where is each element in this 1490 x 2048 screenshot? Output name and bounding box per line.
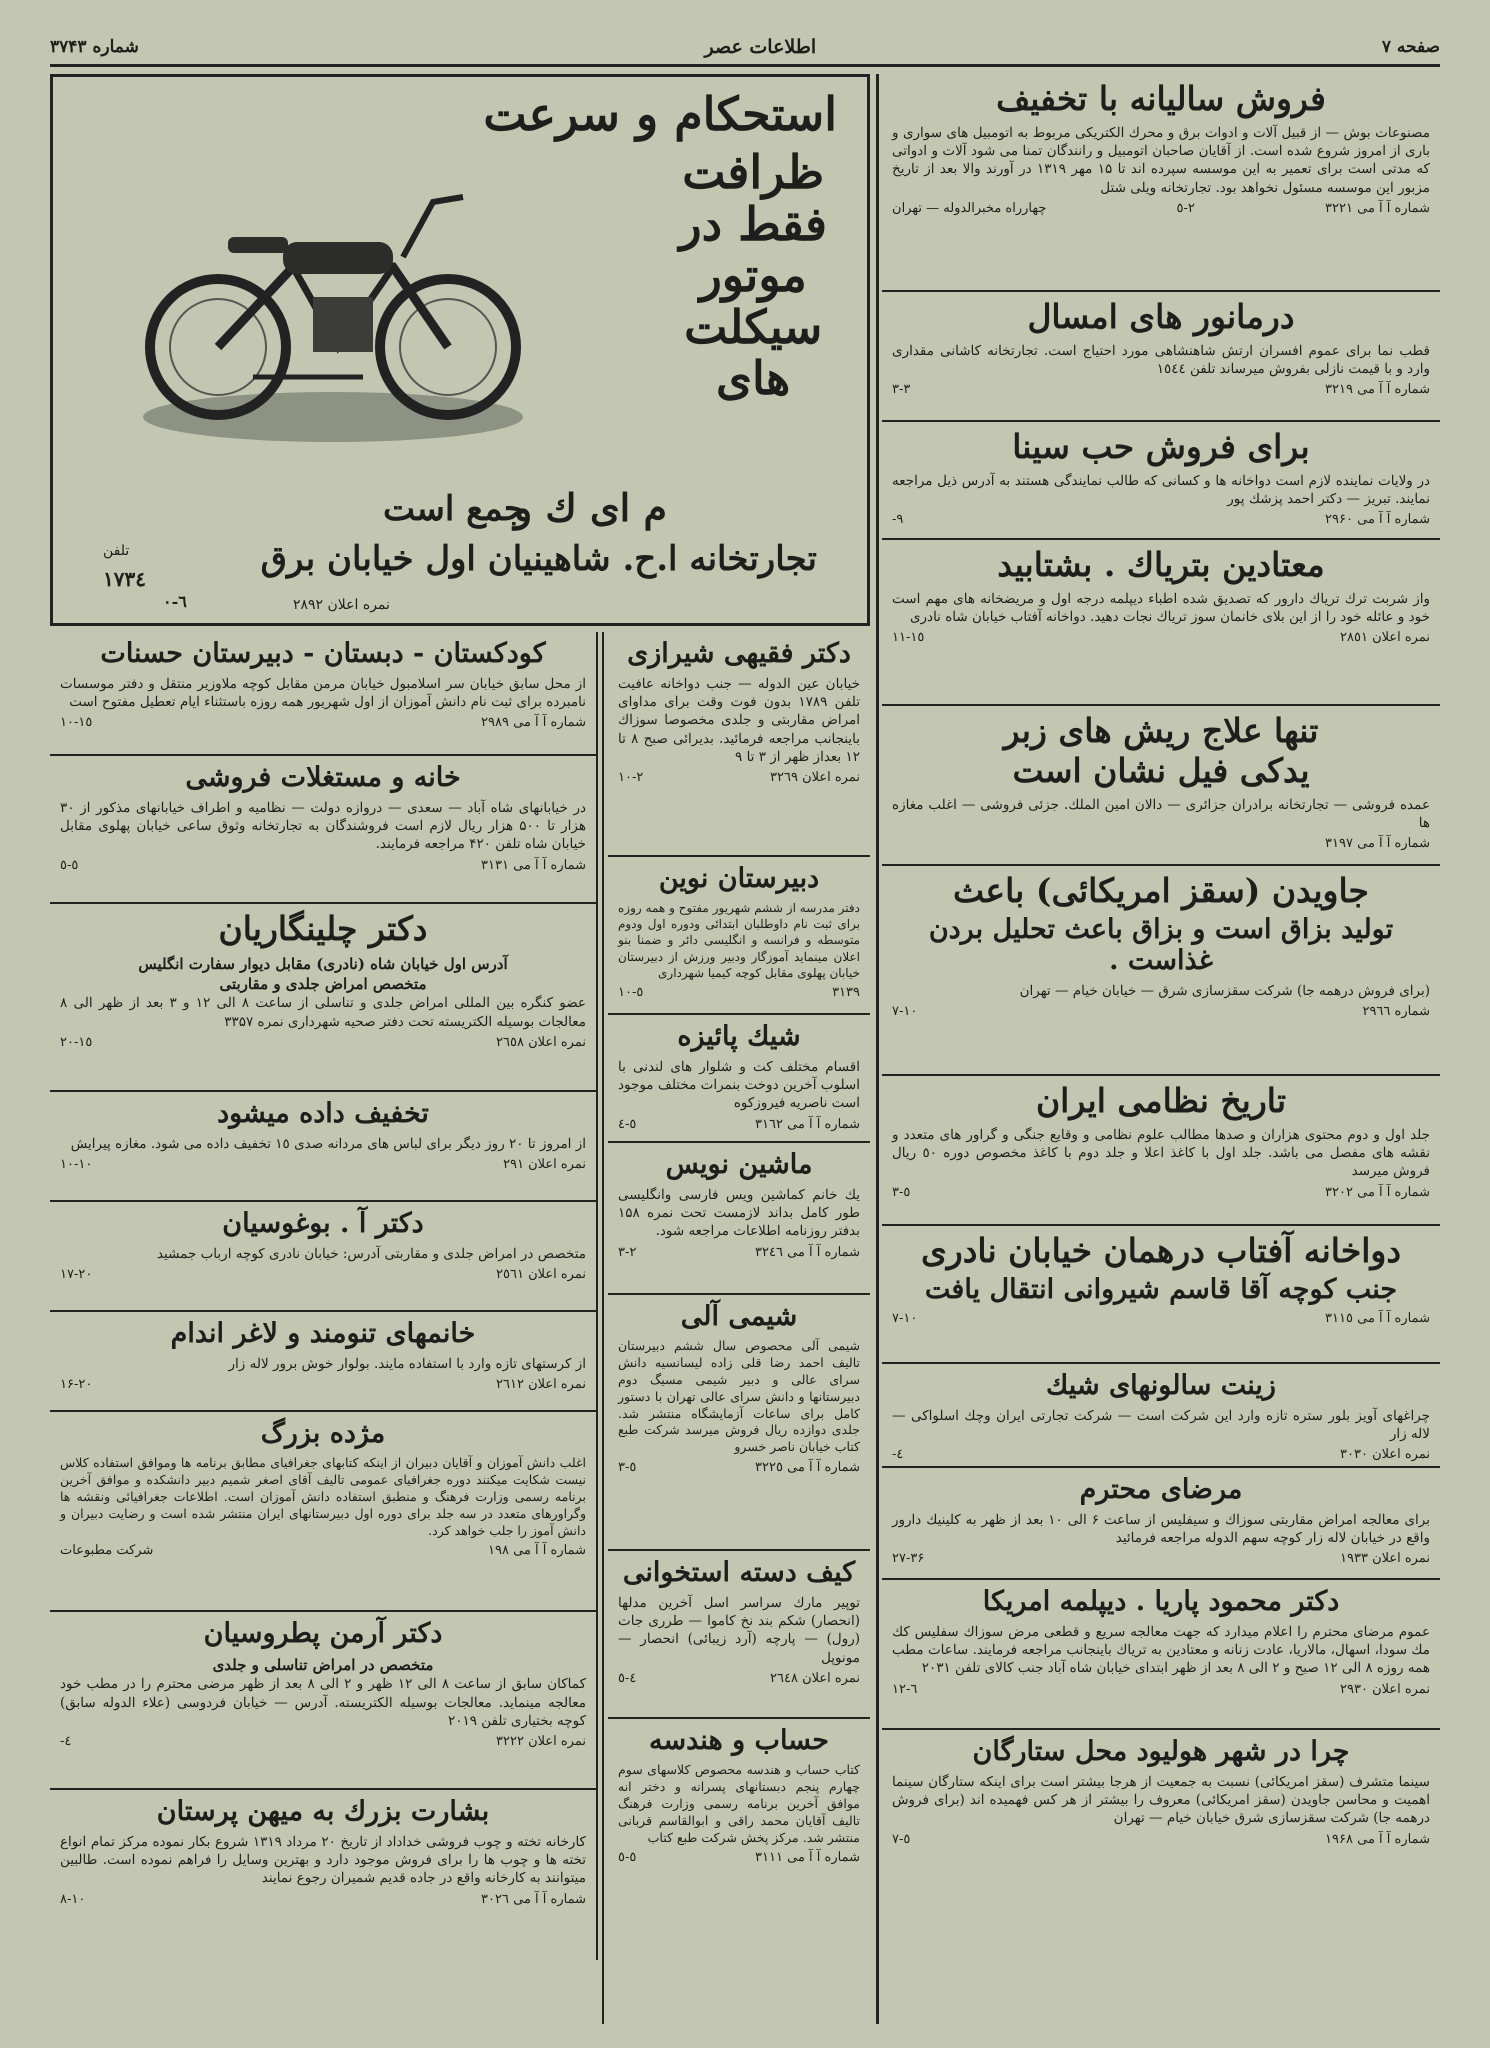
ad-ref: نمره اعلان ۲٦٤۸: [770, 1670, 860, 1686]
ad-code: ۱۰-۱٥: [60, 715, 93, 731]
ad-specialty: متخصص امراض جلدی و مقاربتی: [219, 975, 427, 994]
ad-title: دکتر آرمن پطروسیان: [203, 1618, 443, 1649]
ad-body: اقسام مختلف کت و شلوار های لندنی با اسلوب آخرین دوخت بنمرات مختلف موجود است ناصریه فیروزکوه: [618, 1059, 860, 1112]
ad-code: ٢-٥: [1176, 200, 1195, 216]
ad-code: ۷-۱۰: [892, 1004, 918, 1020]
ad-compass: [882, 292, 1440, 422]
ad-title: دبیرستان نوین: [658, 863, 820, 894]
ad-body: توپیر مارك سراسر اسل آخرین مدلها (انحصار) شکم بند نخ کاموا — طرری جات (رول) — پارچه (آرد زیبائی) انحصار — مونوپل: [618, 1595, 860, 1666]
ad-body: عضو کنگره بین المللی امراض جلدی و تناسلی از ساعت ۸ الی ۱۲ و ۳ بعد از ظهر الی ۸ معالجات بوسیله الکتریسته تحت دفتر صحیه شهرداری نمره ۳۳۵۷: [60, 995, 586, 1030]
ad-title: ماشین نویس: [665, 1149, 813, 1180]
ad-hasanat-school: [50, 632, 596, 756]
moto-tel-label: تلفن: [103, 543, 130, 559]
ad-bone-handle-bag: [608, 1551, 870, 1719]
ad-ref: شماره آ آ می ۳۰۲٦: [481, 1891, 586, 1907]
moto-title: استحکام و سرعت: [483, 87, 837, 141]
ad-ref: شماره آ آ می ۳۲۱۹: [1325, 382, 1430, 398]
ad-hollywood: [882, 1730, 1440, 1870]
ad-sina-pill: [882, 422, 1440, 540]
ad-novin-school: [608, 857, 870, 1015]
ad-title: زینت سالونهای شیك: [1046, 1370, 1276, 1401]
ad-dr-paria: [882, 1580, 1440, 1730]
ad-ref: شماره آ آ می ۳۲۲۱: [1325, 200, 1430, 216]
ad-autumn-fashion: [608, 1015, 870, 1143]
ad-code: ۱۱-۱٥: [892, 630, 925, 646]
ad-code: ٥-٣: [892, 1184, 911, 1200]
ad-body: در ولایات نماینده لازم است دواخانه ها و کسانی که طالب نمایندگی هستند به آدرس ذیل مراجعه نمایند. تبریز — دکتر احمد پزشك پور: [892, 472, 1430, 508]
ad-body: سینما متشرف (سقز امریکائی) نسبت به جمعیت از هرجا بیشتر است برای اینکه ستارگان سینما اهمیت و محاسن جاویدن (سقز امریکائی) معروف را بیشتر از هر کس فهمیده اند (برای فروش درهمه جا) شرکت سقزسازی شرق خیابان خیام — تهران: [892, 1774, 1430, 1827]
ad-code: ٦-١٢: [892, 1681, 918, 1697]
ad-body: کارخانه تخته و چوب فروشی خداداد از تاریخ ۲۰ مرداد ۱۳۱۹ شروع بکار نموده مرکز تمام انواع تخته ها و چوب ها را برای فروش موجود دارد و بهترین وسایل را فراهم نموده است. طالبین میتوانند به کارخانه واقع در جاده قدیم شمیران رجوع نمایند: [60, 1834, 586, 1887]
ad-body: قطب نما برای عموم افسران ارتش شاهنشاهی مورد احتیاج است. تجارتخانه کاشانی مقداری وارد و با قیمت نازلی بفروش میرساند تلفن ۱٥٤٤: [892, 342, 1430, 378]
ad-code: ۱۰-۱۰: [60, 1157, 93, 1173]
ad-body: چراغهای آویز بلور ستره تازه وارد این شرکت است — شرکت تجارتی ایران وچك اسلواکی — لاله زار: [892, 1408, 1430, 1443]
ad-real-estate: [50, 756, 596, 904]
ad-title: دکتر آ . بوغوسیان: [222, 1208, 424, 1239]
ad-body: خیابان عین الدوله — جنب دواخانه عافیت تلفن ۱۷۸۹ بدون فوت وقت برای مداوای امراض مقاربتی و جلدی مخصوصا سوزاك باینجانب مراجعه فرمائید. بدیرائی صبح ۸ تا ۱۲ بعداز ظهر از ۳ تا ۹: [618, 676, 861, 765]
ad-code: ٥-٥: [618, 1850, 637, 1866]
ad-code: ٥-٣: [618, 1460, 637, 1476]
ad-aftab-pharmacy: [882, 1226, 1440, 1364]
ad-title: تنها علاج ریش های زبر: [1003, 711, 1319, 750]
ad-code: ۱۶-۲۰: [60, 1377, 93, 1393]
ad-ref: شماره آ آ می ۳۱۱۱: [755, 1850, 860, 1866]
ad-body: دفتر مدرسه از ششم شهریور مفتوح و همه روزه برای ثبت نام داوطلبان ابتدائی ودوره اول ودوم متوسطه و فرانسه و انگلیسی دائر و ضمنا بنو اعلان مینماید آموزگار ودبیر ورزش از دبیرستان خیابان پهلوی مقابل کوچه کیمیا شهرداری: [618, 901, 860, 980]
ad-ref: نمره اعلان ۲٦٥۸: [496, 1034, 586, 1050]
ad-dr-chelingarian: [50, 904, 596, 1092]
motorcycle-illustration: [133, 147, 533, 447]
ad-ref: نمره اعلان ۳۲٦٩: [770, 770, 860, 786]
ad-ref: نمره اعلان ۳۲۲۲: [496, 1733, 586, 1749]
ad-code: ٥-۱۰: [618, 984, 644, 1000]
ad-title: چرا در شهر هولیود محل ستارگان: [972, 1736, 1350, 1767]
ad-title: خانمهای تنومند و لاغر اندام: [170, 1318, 476, 1349]
ad-body: از کرستهای تازه وارد با استفاده مایند. بولوار خوش برور لاله زار: [228, 1356, 586, 1373]
ad-subtitle: آدرس اول خیابان شاه (نادری) مقابل دیوار سفارت انگلیس: [138, 954, 508, 973]
ad-title: دکتر فقیهی شیرازی: [627, 638, 851, 669]
moto-brand: م ای ك و: [513, 485, 667, 530]
ad-corsets: [50, 1312, 596, 1412]
ad-subtitle: تولید بزاق است و بزاق باعث تحلیل بردن غذاست .: [928, 913, 1394, 976]
ad-title: کیف دسته استخوانی: [622, 1557, 856, 1588]
ad-body: کماکان سابق از ساعت ۸ الی ۱۲ ظهر و ۲ الی ۸ بعد از ظهر مرضی محترم را در مطب خود معالجه مینماید. معالجات بوسیله الکتریسته. آدرس — خیابان فردوسی (علاء الدوله سابق) کوچه بختیاری تلفن ۲۰۱۹: [60, 1676, 586, 1729]
ad-razor: [882, 706, 1440, 866]
ad-body: از محل سابق خیابان سر اسلامبول خیابان مرمن مقابل کوچه ملاوزیر منتقل و دفتر موسسات نامبرده برای ثبت نام دانش آموزان از اول شهریور همه روزه باستثناء ایام تعطیل مفتوح است: [60, 676, 586, 711]
ad-geography-book: [50, 1412, 596, 1612]
moto-collected: جمع است: [383, 489, 525, 529]
ad-typist: [608, 1143, 870, 1295]
ad-dr-boghosian: [50, 1202, 596, 1312]
moto-line: ظرافت: [682, 145, 825, 199]
ad-body: برای معالجه امراض مقاربتی سوزاك و سیفلیس از ساعت ۶ الی ۱۰ بعد از ظهر به کلینیك دارور واقع در خیابان لاله زار کوچه سهم الدوله مراجعه فرمائید: [892, 1512, 1430, 1547]
ad-title: برای فروش حب سینا: [1012, 427, 1310, 466]
ad-body: شیمی آلی محصوص سال ششم دبیرستان تالیف احمد رضا قلی زاده لیسانسیه دانش سرای عالی و دبیر شیمی مسیگ دوم دبیرستانها و دانش سرای عالی تهران با دستور کامل برای ساعات آزمایشگاه منتشر شد. جلدی دوازده ریال فروش میرسد شرکت طبع کتاب خیابان ناصر خسرو: [618, 1338, 860, 1455]
ad-ref: شماره آ آ می ۳۲۰۲: [1325, 1184, 1430, 1200]
ad-title: دکتر چلینگاریان: [218, 909, 428, 948]
ad-organic-chemistry: [608, 1295, 870, 1551]
ad-code: ٢-١٠: [618, 770, 644, 786]
moto-lines: [679, 147, 827, 405]
ad-bosch-sale: [882, 74, 1440, 292]
ad-ref: نمره اعلان ۲۹۳۰: [1340, 1681, 1430, 1697]
ad-lumber-factory: [50, 1790, 596, 1960]
ad-ref: شماره آ آ می ۳۱٦۲: [755, 1116, 860, 1132]
column-divider: [876, 74, 879, 2024]
moto-line: موتور: [699, 248, 807, 303]
ad-address: چهارراه مخبرالدوله — تهران: [892, 200, 1047, 216]
moto-line: های: [716, 351, 791, 406]
ad-title: دواخانه آفتاب درهمان خیابان نادری: [920, 1231, 1402, 1270]
ad-chewing-gum: [882, 866, 1440, 1076]
ad-ref: نمره اعلان ۱۹۳۳: [1340, 1551, 1430, 1567]
ad-title: کودکستان - دبستان - دبیرستان حسنات: [100, 638, 546, 669]
page-number: صفحه ۷: [1381, 37, 1440, 57]
paper-name: اطلاعات عصر: [704, 36, 817, 58]
moto-shop: تجارتخانه ا.ح. شاهینیان اول خیابان برق: [260, 539, 817, 579]
ad-code: ٥-٥: [60, 857, 79, 873]
ad-body: واز شربت ترك تریاك دارور که تصدیق شده اطباء دیپلمه درجه اول و مریضخانه های مهم است خود و عائله خود را از این بلای خانمان سوز تریاك نجات دهید. دواخانه آفتاب خیابان شاه نادری: [892, 590, 1430, 626]
ad-title: بشارت بزرك به میهن پرستان: [156, 1796, 490, 1827]
ad-ref: نمره اعلان ۲٦۱۲: [496, 1377, 586, 1393]
ad-ref: شماره آ آ می ۳۱۹۷: [1325, 836, 1430, 852]
middle-column: [608, 632, 870, 1901]
ad-title: فروش سالیانه با تخفیف: [996, 79, 1326, 118]
ad-title: جاویدن (سقز امریکائی) باعث: [953, 871, 1369, 910]
ad-title: حساب و هندسه: [649, 1725, 829, 1756]
column-divider: [602, 632, 604, 2024]
ad-body: از امروز تا ۲۰ روز دیگر برای لباس های مردانه صدی ۱٥ تخفیف داده می شود. مغازه پیرایش: [70, 1136, 586, 1153]
ad-subtitle: یدکی فیل نشان است: [1012, 750, 1310, 790]
ad-body: کتاب حساب و هندسه محصوص کلاسهای سوم چهارم پنجم دبستانهای پسرانه و دختر انه موافق آخرین برنامه رسمی وزارت فرهنگ تالیف آقایان محمد راقی و ابوالقاسم قربانی منتشر شد. مرکز پخش شرکت طبع کتاب: [618, 1762, 860, 1845]
ad-ref: نمره اعلان ۲٥٦۱: [496, 1267, 586, 1283]
ad-code: ٤-: [892, 1447, 904, 1463]
ad-ref: شماره آ آ می ۳۱۱٥: [1325, 1310, 1430, 1326]
motorcycle-ad: [50, 74, 870, 626]
ad-military-history: [882, 1076, 1440, 1226]
ad-body: (برای فروش درهمه جا) شرکت سقزسازی شرق — خیابان خیام — تهران: [1019, 983, 1430, 1000]
ad-dr-petrosian: [50, 1612, 596, 1790]
ad-code: ٥-۷: [892, 1831, 911, 1847]
ad-title: معتادین بتریاك . بشتابید: [997, 545, 1325, 584]
ad-title: خانه و مستغلات فروشی: [185, 762, 461, 793]
moto-code: ٦-٠: [163, 592, 187, 611]
ad-title: تاریخ نظامی ایران: [1035, 1081, 1287, 1120]
ad-title: شیمی آلی: [680, 1301, 798, 1332]
ad-code: ٢-٣: [618, 1244, 637, 1260]
issue-number: شماره ۳۷۴۳: [50, 37, 139, 57]
newspaper-page: [50, 30, 1440, 2025]
ad-ref: نمره اعلان ۲۸٥۱: [1340, 630, 1430, 646]
ad-chandeliers: [882, 1364, 1440, 1468]
ad-body: مصنوعات بوش — از قبیل آلات و ادوات برق و محرك الکتریکی مربوط به اتومبیل های سواری و باری از امروز شروع شده است. از آقایان صاحبان اتومبیل و رانندگان تمنا می شود آلات و ادواتی که مدتی است برای تعمیر به این موسسه سپرده اند تا ۱۵ مهر ۱۳۱۹ در آورند والا بعد از تاریخ مزبور این موسسه مسئول نخواهد بود. تجارتخانه ویلی شتل: [892, 124, 1430, 196]
ad-body: متخصص در امراض جلدی و مقاربتی آدرس: خیابان نادری کوچه ارباب جمشید: [156, 1246, 586, 1263]
ad-ref: نمره اعلان ۳۰۳۰: [1340, 1447, 1430, 1463]
right-column: [882, 74, 1440, 1870]
left-column: [50, 632, 598, 1960]
ad-subtitle: متخصص در امراض تناسلی و جلدی: [212, 1656, 434, 1675]
page-header: [50, 30, 1440, 67]
ad-ref: شماره آ آ می ۳۲٤٦: [755, 1244, 860, 1260]
ad-body: در خیابانهای شاه آباد — سعدی — دروازه دولت — نظامیه و اطراف خیابانهای مذکور از ۳۰ هزار تا ۵۰۰ هزار ریال لازم است فروشندگان به تجارتخانه وثوق ساعی خیابان پهلوی مقابل خیابان شاه تلفن ۴۲۰ مراجعه فرمایند.: [60, 800, 587, 853]
ad-code: شرکت مطبوعات: [60, 1543, 154, 1559]
ad-body: جلد اول و دوم محتوی هزاران و صدها مطالب علوم نظامی و وقایع جنگی و گراور های متعدد و نقشه های مفصل می باشد. جلد اول با کاغذ اعلا و جلد دوم با کاغذ مخصوص دوره ٥۰ ریال فروش میرسد: [892, 1126, 1430, 1180]
moto-tel: ۱۷۳٤: [103, 567, 146, 591]
ad-code: ٥-٤: [618, 1116, 637, 1132]
ad-ref: شماره آ آ می ۱۹۶۸: [1325, 1831, 1430, 1847]
ad-ref: شماره آ آ می ۲۹۸۹: [481, 715, 586, 731]
ad-arithmetic-geometry: [608, 1719, 870, 1901]
ad-code: ٩-: [892, 512, 904, 528]
ad-code: ۷-۱۰: [892, 1310, 918, 1326]
ad-title: دکتر محمود پاریا . دیپلمه امریکا: [982, 1586, 1340, 1617]
ad-ref: شماره آ آ می ۳۲۲٥: [755, 1460, 860, 1476]
ad-ref: شماره آ آ می ۲۹۶۰: [1325, 512, 1430, 528]
moto-line: فقط در: [679, 196, 827, 251]
ad-ref: شماره آ آ می ۳۱۳۱: [481, 857, 586, 873]
ad-body: اغلب دانش آموزان و آقایان دبیران از اینکه کتابهای جغرافیای مطابق برنامه ها وموافق استفاده کلاس نیست شکایت میکنند دوره جغرافیای عمومی تالیف آقای اصغر شمیم دبیر دانشکده و موافق آخرین برنامه رسمی وزارت فرهنگ و منطبق استفاده دانش آموزان است. اطلاعات جغرافیائی ونقشه ها وگراورهای متعدد در سه جلد برای دوره اول دبیرستانهای ایران منتشر شده است و رضایت دبیران و دانش آموز را جلب خواهد کرد.: [60, 1455, 586, 1538]
ad-subtitle: جنب کوچه آقا قاسم شیروانی انتقال یافت: [924, 1273, 1398, 1305]
ad-code: ۱۷-۲۰: [60, 1267, 93, 1283]
ad-clinic: [882, 1468, 1440, 1580]
moto-line: سیکلت: [684, 299, 823, 354]
ad-body: یك خانم کماشین ویس فارسی وانگلیسی طور کامل بداند لازمست تحت نمره ۱۵۸ بدفتر روزنامه اطلاعات مراجعه شود.: [618, 1187, 860, 1240]
ad-code: ٣-٣: [892, 382, 911, 398]
ad-code: ۱٥-۲۰: [60, 1034, 93, 1050]
ad-title: درمانور های امسال: [1027, 297, 1295, 336]
moto-notice: نمره اعلان ۲۸۹۲: [293, 597, 390, 613]
ad-title: مرضای محترم: [1079, 1474, 1243, 1505]
ad-title: تخفیف داده میشود: [217, 1098, 429, 1129]
ad-code: ۲۷-۳۶: [892, 1551, 925, 1567]
ad-code: ٤-: [60, 1733, 72, 1749]
ad-code: ۸-۱۰: [60, 1891, 86, 1907]
ad-ref: نمره اعلان ۲۹۱: [502, 1157, 586, 1173]
ad-dr-faqihi: [608, 632, 870, 857]
ad-discount: [50, 1092, 596, 1202]
ad-code: ٤-٥: [618, 1670, 637, 1686]
ad-body: عموم مرضای محترم را اعلام میدارد که جهت معالجه سریع و قطعی مرض سوزاك سفلیس کك مك سودا، اسهال، مالاریا، عادت زنانه و معتادین به تریاك باینجانب مراجعه فرمایند. ساعات مطب همه روزه ۸ الی ۱۲ صبح و ۲ الی ۸ بعد از ظهر ابتدای خیابان شاه آباد جنب کالای تلفن ۲۰۳۱: [892, 1624, 1430, 1677]
ad-title: مژده بزرگ: [260, 1418, 386, 1449]
ad-title: شیك پائیزه: [677, 1021, 801, 1052]
ad-opium-cure: [882, 540, 1440, 706]
ad-ref: ۳۱۳۹: [832, 984, 860, 1000]
ad-ref: شماره ۲۹٦٦: [1362, 1004, 1430, 1020]
ad-body: عمده فروشی — تجارتخانه برادران جزائری — دالان امین الملك. جزئی فروشی — اغلب مغازه ها: [892, 796, 1430, 832]
ad-ref: شماره آ آ می ۱۹۸: [488, 1543, 586, 1559]
